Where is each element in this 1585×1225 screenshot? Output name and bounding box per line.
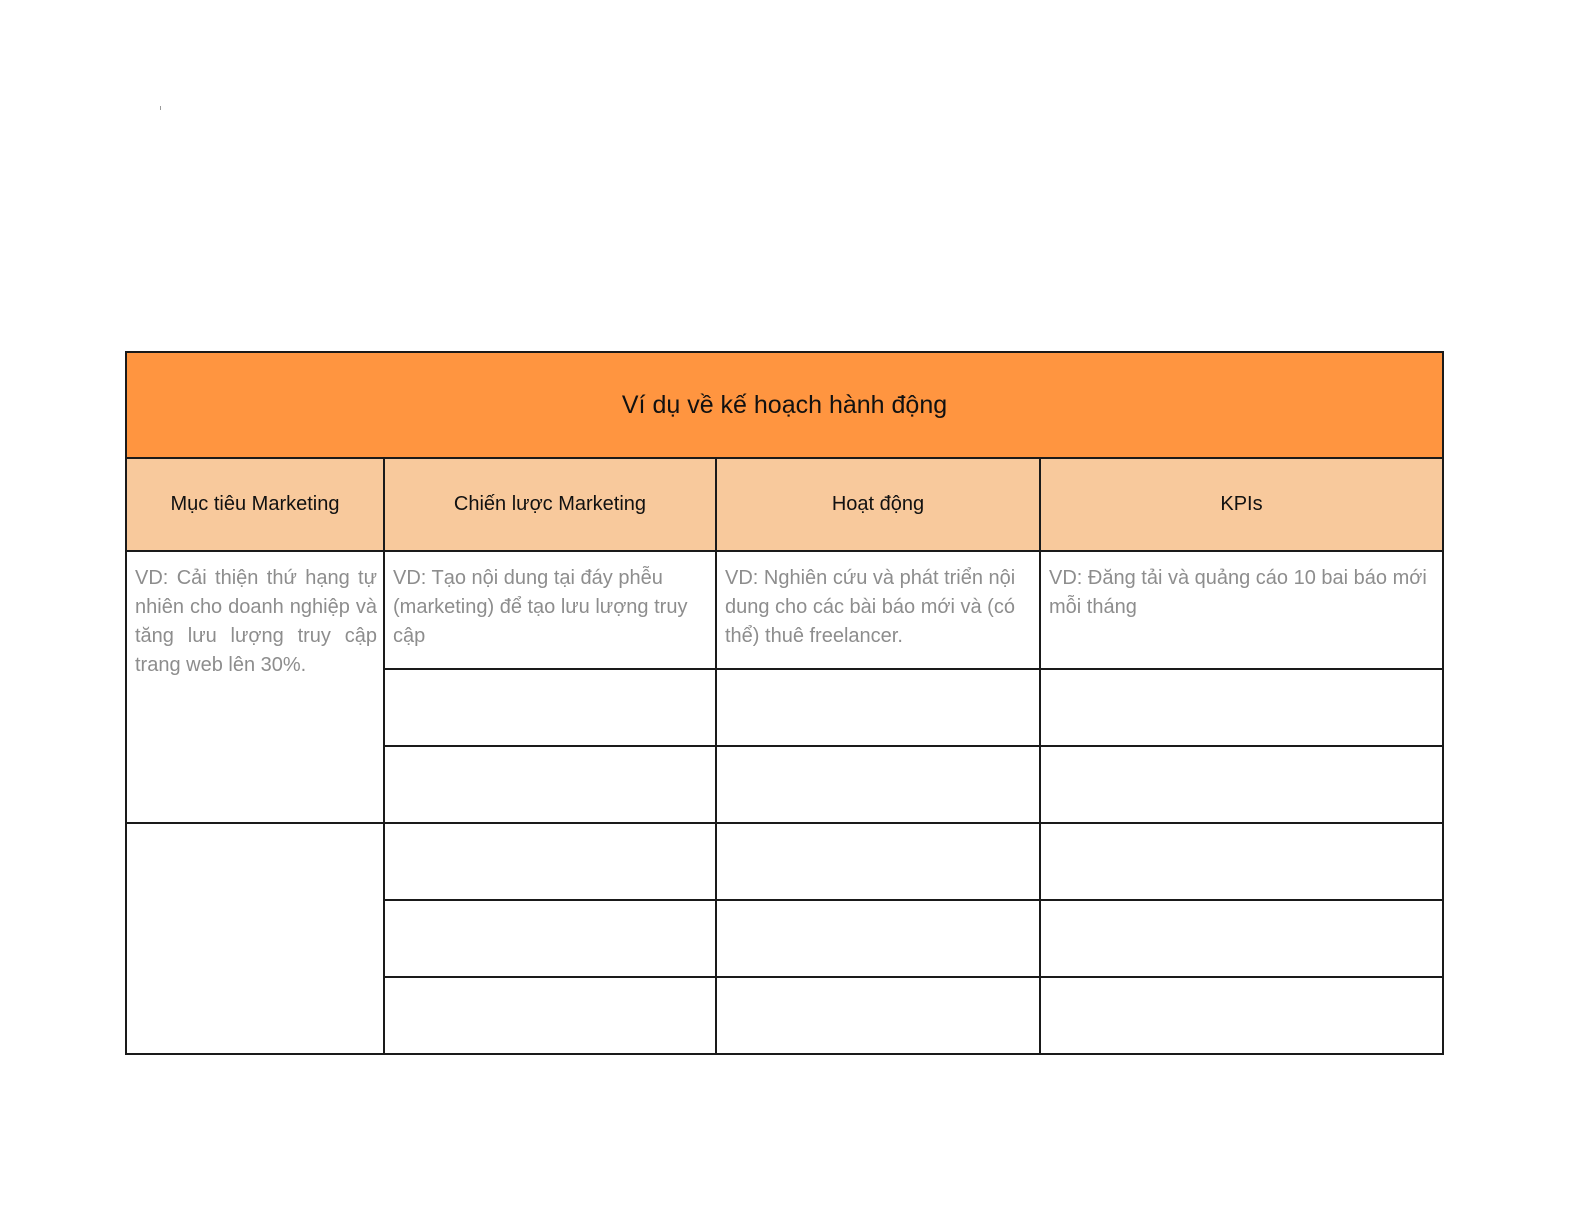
empty-cell [716, 823, 1040, 900]
table-title: Ví dụ về kế hoạch hành động [126, 352, 1443, 458]
empty-cell [384, 977, 716, 1054]
empty-cell [1040, 823, 1443, 900]
empty-cell [384, 900, 716, 977]
title-row [126, 352, 1443, 458]
stray-mark [160, 106, 161, 110]
example-kpi-cell: VD: Đăng tải và quảng cáo 10 bai báo mới mỗi tháng [1040, 551, 1443, 669]
empty-cell [1040, 746, 1443, 823]
table-row [126, 823, 1443, 900]
empty-cell [716, 669, 1040, 746]
empty-cell [1040, 669, 1443, 746]
empty-goal-cell [126, 823, 384, 1054]
example-strategy-cell: VD: Tạo nội dung tại đáy phễu (marketing) để tạo lưu lượng truy cập [384, 551, 716, 669]
action-plan-table [125, 351, 1444, 1055]
example-activity-cell: VD: Nghiên cứu và phát triển nội dung cho các bài báo mới và (có thể) thuê freelancer. [716, 551, 1040, 669]
header-kpis: KPIs [1040, 458, 1443, 551]
empty-cell [716, 977, 1040, 1054]
empty-cell [384, 823, 716, 900]
header-marketing-goal: Mục tiêu Marketing [126, 458, 384, 551]
empty-cell [384, 669, 716, 746]
empty-cell [716, 900, 1040, 977]
empty-cell [384, 746, 716, 823]
header-row [126, 458, 1443, 551]
empty-cell [1040, 900, 1443, 977]
example-goal-cell: VD: Cải thiện thứ hạng tự nhiên cho doanh nghiệp và tăng lưu lượng truy cập trang web lên 30%. [126, 551, 384, 823]
empty-cell [716, 746, 1040, 823]
header-marketing-strategy: Chiến lược Marketing [384, 458, 716, 551]
header-activity: Hoạt động [716, 458, 1040, 551]
empty-cell [1040, 977, 1443, 1054]
table-row [126, 551, 1443, 669]
